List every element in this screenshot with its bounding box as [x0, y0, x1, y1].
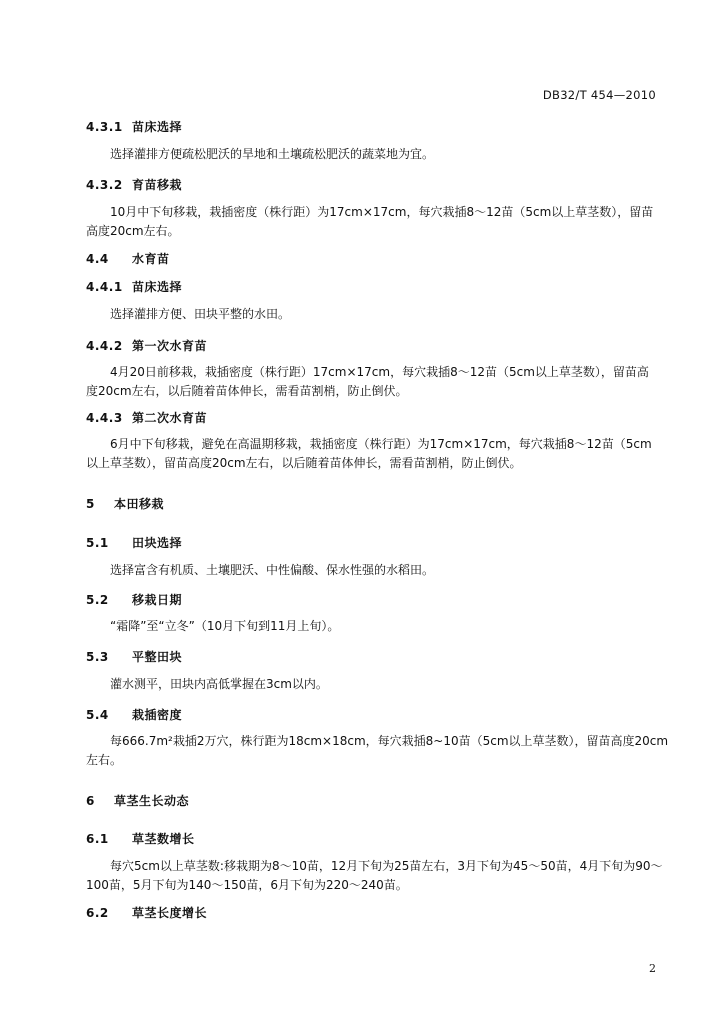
paragraph-line: 6月中下旬移栽，避免在高温期移栽，栽插密度（株行距）为17cm×17cm，每穴栽插8～12苗（5cm	[110, 437, 652, 451]
paragraph-line: 每穴5cm以上草茎数:移栽期为8～10苗，12月下旬为25苗左右，3月下旬为45～50苗，4月下旬为90～	[110, 859, 663, 873]
paragraph	[86, 363, 656, 401]
section-heading	[86, 337, 656, 354]
section-title: 第一次水育苗	[132, 339, 208, 353]
section-heading	[86, 830, 656, 847]
section-title: 水育苗	[132, 252, 170, 266]
section-title: 田块选择	[132, 536, 183, 550]
page-number: 2	[649, 962, 656, 975]
section-number: 6	[86, 794, 95, 808]
section-title: 苗床选择	[132, 120, 183, 134]
section-title: 第二次水育苗	[132, 411, 208, 425]
section-title: 草茎数增长	[132, 832, 195, 846]
paragraph	[86, 617, 656, 636]
section-heading	[86, 591, 656, 608]
section-title: 平整田块	[132, 650, 183, 664]
section-number: 4.3.2	[86, 178, 123, 192]
paragraph-line: 左右。	[86, 753, 123, 767]
paragraph-line: 每666.7m²栽插2万穴，株行距为18cm×18cm，每穴栽插8~10苗（5cm以上草茎数），留苗高度20cm	[110, 734, 669, 748]
section-number: 4.4	[86, 252, 109, 266]
section-number: 5.3	[86, 650, 109, 664]
section-number: 5.4	[86, 708, 109, 722]
section-title: 草茎生长动态	[114, 794, 190, 808]
paragraph-line: 以上草茎数），留苗高度20cm左右，以后随着苗体伸长，需看苗割梢，防止倒伏。	[86, 456, 522, 470]
paragraph	[86, 675, 656, 694]
paragraph	[86, 203, 656, 241]
section-number: 6.1	[86, 832, 109, 846]
section-heading	[86, 792, 656, 809]
section-title: 育苗移栽	[132, 178, 183, 192]
section-number: 4.3.1	[86, 120, 123, 134]
paragraph	[86, 145, 656, 164]
paragraph	[86, 305, 656, 324]
paragraph	[86, 435, 656, 473]
section-heading	[86, 495, 656, 512]
paragraph-line: “霜降”至“立冬”（10月下旬到11月上旬）。	[110, 619, 340, 633]
section-heading	[86, 250, 656, 267]
paragraph-line: 10月中下旬移栽，栽插密度（株行距）为17cm×17cm，每穴栽插8～12苗（5cm以上草茎数），留苗	[110, 205, 654, 219]
document-code: DB32/T 454—2010	[542, 88, 656, 102]
paragraph	[86, 732, 669, 770]
paragraph-line: 度20cm左右，以后随着苗体伸长，需看苗割梢，防止倒伏。	[86, 384, 408, 398]
section-title: 草茎长度增长	[132, 906, 208, 920]
section-number: 6.2	[86, 906, 109, 920]
paragraph-line: 4月20日前移栽，栽插密度（株行距）17cm×17cm，每穴栽插8～12苗（5cm以上草茎数），留苗高	[110, 365, 649, 379]
paragraph-line: 灌水测平，田块内高低掌握在3cm以内。	[110, 677, 328, 691]
section-heading	[86, 534, 656, 551]
section-title: 移栽日期	[132, 593, 183, 607]
section-heading	[86, 904, 656, 921]
paragraph-line: 100苗，5月下旬为140～150苗，6月下旬为220～240苗。	[86, 878, 408, 892]
paragraph	[86, 857, 663, 895]
paragraph-line: 选择灌排方便疏松肥沃的旱地和土壤疏松肥沃的蔬菜地为宜。	[110, 147, 435, 161]
section-title: 本田移栽	[114, 497, 165, 511]
section-number: 5.2	[86, 593, 109, 607]
section-number: 4.4.2	[86, 339, 123, 353]
section-number: 4.4.3	[86, 411, 123, 425]
section-heading	[86, 118, 656, 135]
section-heading	[86, 176, 656, 193]
section-heading	[86, 409, 656, 426]
section-heading	[86, 278, 656, 295]
paragraph-line: 高度20cm左右。	[86, 224, 180, 238]
paragraph-line: 选择灌排方便、田块平整的水田。	[110, 307, 291, 321]
section-title: 苗床选择	[132, 280, 183, 294]
paragraph	[86, 561, 656, 580]
section-heading	[86, 706, 656, 723]
section-title: 栽插密度	[132, 708, 183, 722]
section-number: 5.1	[86, 536, 109, 550]
paragraph-line: 选择富含有机质、土壤肥沃、中性偏酸、保水性强的水稻田。	[110, 563, 435, 577]
section-heading	[86, 648, 656, 665]
section-number: 4.4.1	[86, 280, 123, 294]
section-number: 5	[86, 497, 95, 511]
